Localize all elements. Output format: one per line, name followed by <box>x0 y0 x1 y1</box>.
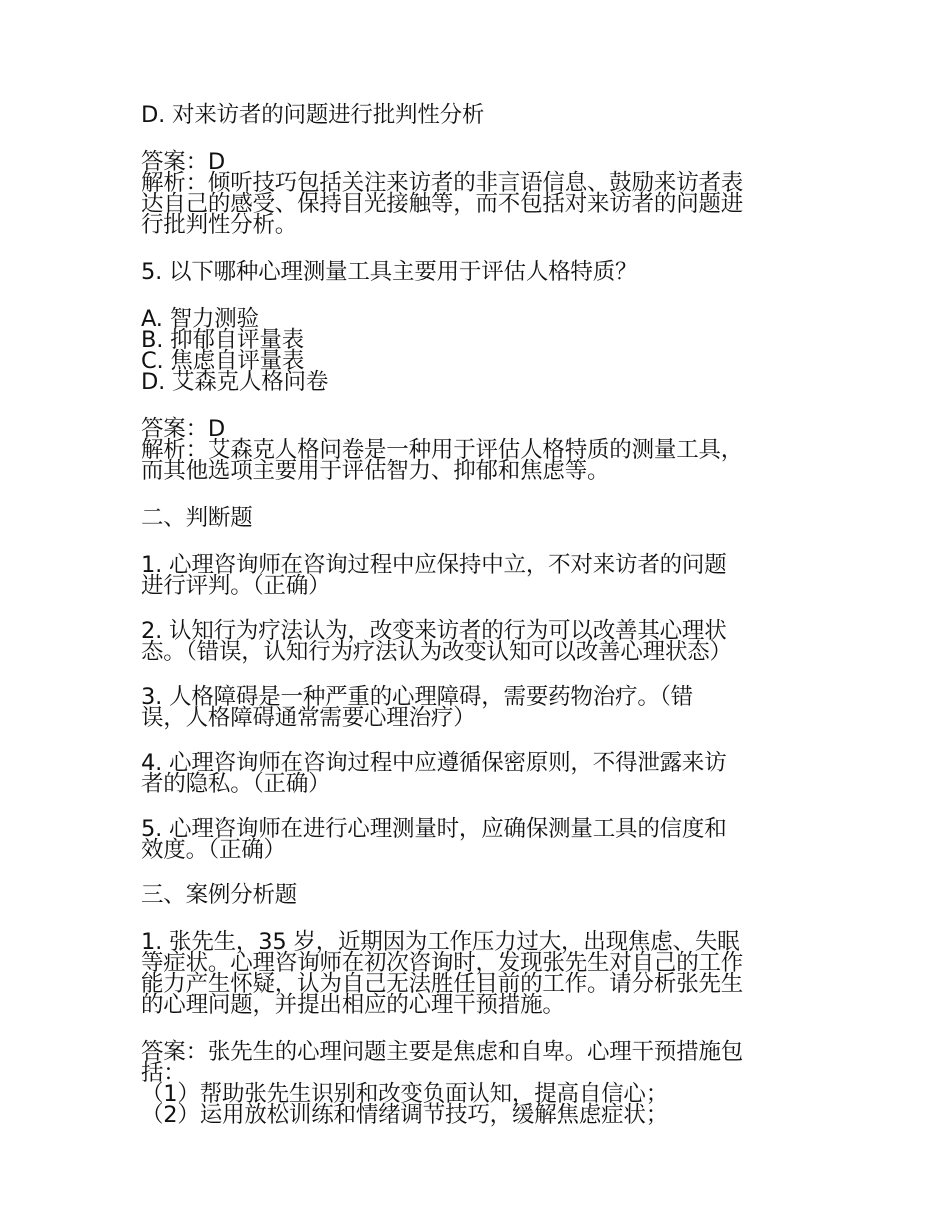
true-false-item-2 <box>141 618 813 665</box>
answer-line: 答案：D <box>141 149 226 175</box>
text-line: 5. 心理咨询师在进行心理测量时，应确保测量工具的信度和 <box>141 816 727 842</box>
answer-line: 括： <box>141 1060 186 1086</box>
text-line: 4. 心理咨询师在咨询过程中应遵循保密原则，不得泄露来访 <box>141 750 727 776</box>
option-b: B. 抑郁自评量表 <box>141 327 304 353</box>
true-false-item-3 <box>141 684 813 731</box>
answer-line: 答案：张先生的心理问题主要是焦虑和自卑。心理干预措施包 <box>141 1039 744 1065</box>
text-line: 等症状。心理咨询师在初次咨询时，发现张先生对自己的工作 <box>141 950 744 976</box>
true-false-item-5 <box>141 816 813 863</box>
text-line: 能力产生怀疑，认为自己无法胜任目前的工作。请分析张先生 <box>141 971 744 997</box>
text-line: 进行评判。（正确） <box>141 573 331 599</box>
text-line: D. 对来访者的问题进行批判性分析 <box>141 102 485 128</box>
section-heading: 二、判断题 <box>141 505 253 531</box>
text-line: 效度。（正确） <box>141 837 286 863</box>
q5-answer <box>141 416 813 484</box>
section-heading: 三、案例分析题 <box>141 882 298 908</box>
option-a: A. 智力测验 <box>141 306 259 332</box>
measure-item-1: （1）帮助张先生识别和改变负面认知，提高自信心； <box>141 1081 669 1107</box>
answer-line: 答案：D <box>141 416 226 442</box>
text-line: 态。（错误，认知行为疗法认为改变认知可以改善心理状态） <box>141 639 732 665</box>
document-body <box>141 102 813 1128</box>
section-2-heading <box>141 505 813 531</box>
text-line: 1. 张先生，35 岁，近期因为工作压力过大，出现焦虑、失眠 <box>141 929 740 955</box>
explanation-line: 解析：艾森克人格问卷是一种用于评估人格特质的测量工具， <box>141 437 744 463</box>
q4-option-d <box>141 102 813 128</box>
explanation-line: 达自己的感受、保持目光接触等，而不包括对来访者的问题进 <box>141 191 744 217</box>
text-line: 误，人格障碍通常需要心理治疗） <box>141 705 476 731</box>
case-1 <box>141 929 813 1018</box>
section-3-heading <box>141 882 813 908</box>
option-c: C. 焦虑自评量表 <box>141 348 305 374</box>
q5-options <box>141 306 813 395</box>
text-line: 者的隐私。（正确） <box>141 771 331 797</box>
option-d: D. 艾森克人格问卷 <box>141 369 329 395</box>
q5-question <box>141 259 813 285</box>
text-line: 2. 认知行为疗法认为，改变来访者的行为可以改善其心理状 <box>141 618 727 644</box>
explanation-line: 解析：倾听技巧包括关注来访者的非言语信息、鼓励来访者表 <box>141 170 744 196</box>
measure-item-2: （2）运用放松训练和情绪调节技巧，缓解焦虑症状； <box>141 1102 669 1128</box>
true-false-item-4 <box>141 750 813 797</box>
q4-answer <box>141 149 813 238</box>
case-1-answer <box>141 1039 813 1128</box>
question-line: 5. 以下哪种心理测量工具主要用于评估人格特质？ <box>141 259 638 285</box>
text-line: 1. 心理咨询师在咨询过程中应保持中立，不对来访者的问题 <box>141 552 727 578</box>
text-line: 的心理问题，并提出相应的心理干预措施。 <box>141 992 565 1018</box>
true-false-item-1 <box>141 552 813 599</box>
explanation-line: 而其他选项主要用于评估智力、抑郁和焦虑等。 <box>141 458 610 484</box>
explanation-line: 行批判性分析。 <box>141 212 298 238</box>
text-line: 3. 人格障碍是一种严重的心理障碍，需要药物治疗。（错 <box>141 684 693 710</box>
